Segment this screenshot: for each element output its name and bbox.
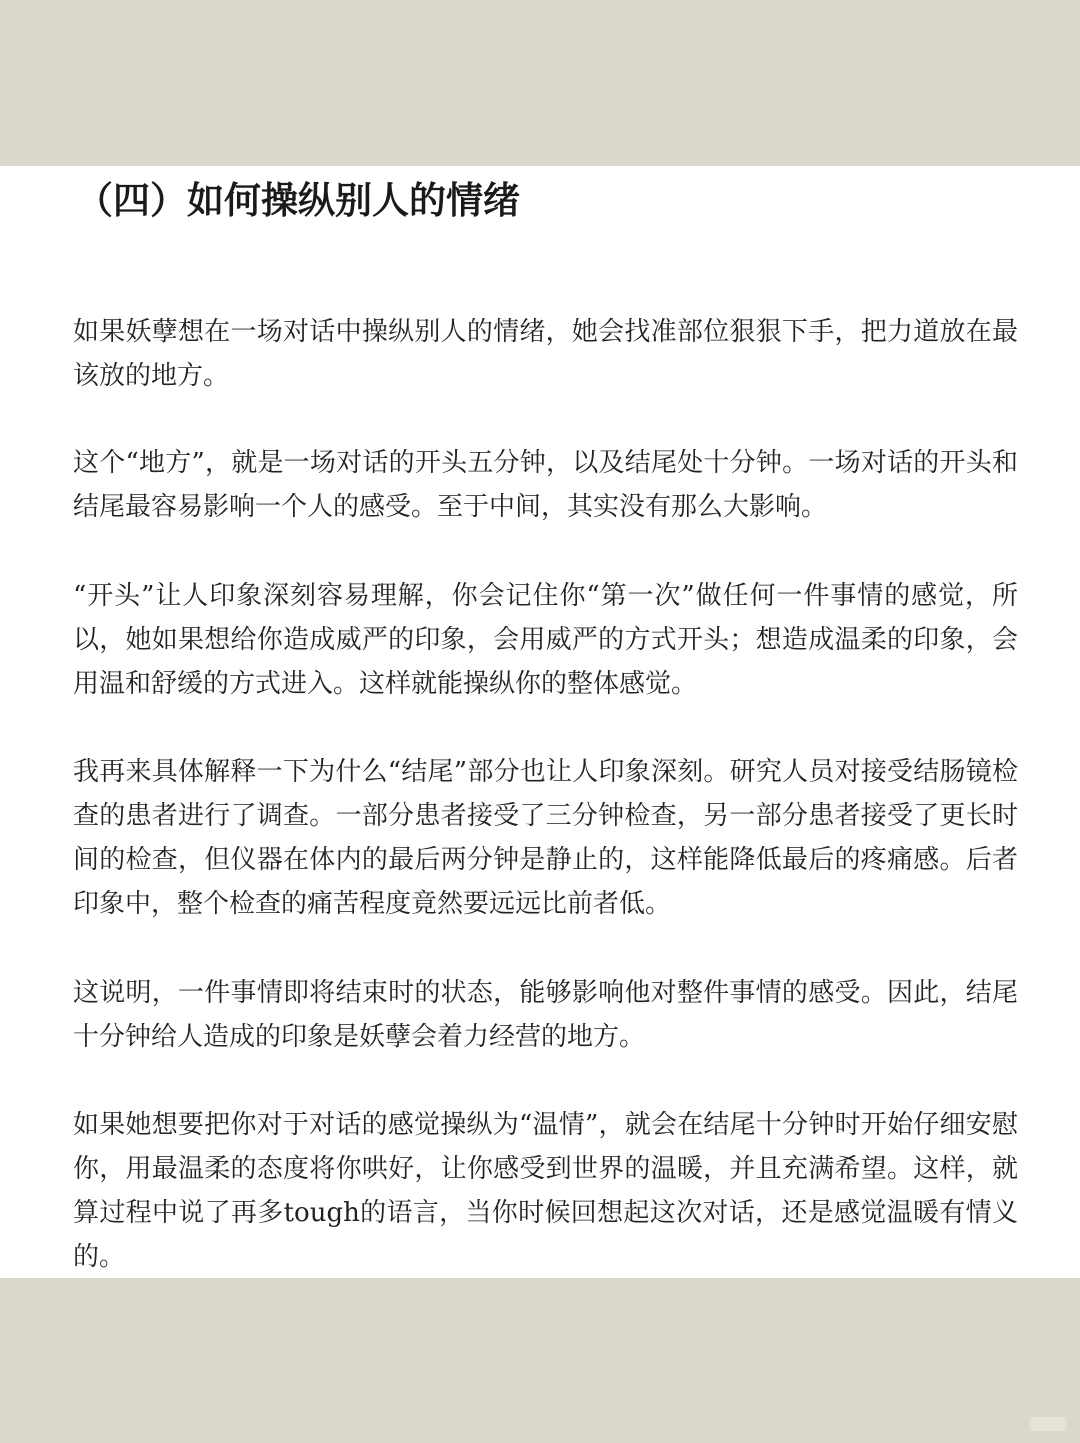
section-title: （四）如何操纵别人的情绪 <box>76 178 520 222</box>
paragraph-6: 如果她想要把你对于对话的感觉操纵为“温情”，就会在结尾十分钟时开始仔细安慰你，用最温柔的态度将你哄好，让你感受到世界的温暖，并且充满希望。这样，就算过程中说了再多tough的语言，当你时候回想起这次对话，还是感觉温暖有情义的。 <box>73 1110 1018 1272</box>
paragraph-2: 这个“地方”，就是一场对话的开头五分钟，以及结尾处十分钟。一场对话的开头和结尾最容易影响一个人的感受。至于中间，其实没有那么大影响。 <box>73 448 1018 522</box>
paragraph-3: “开头”让人印象深刻容易理解，你会记住你“第一次”做任何一件事情的感觉，所以，她如果想给你造成威严的印象，会用威严的方式开头；想造成温柔的印象，会用温和舒缓的方式进入。这样就能操纵你的整体感觉。 <box>73 581 1018 699</box>
paragraph-4: 我再来具体解释一下为什么“结尾”部分也让人印象深刻。研究人员对接受结肠镜检查的患者进行了调查。一部分患者接受了三分钟检查，另一部分患者接受了更长时间的检查，但仪器在体内的最后两分钟是静止的，这样能降低最后的疼痛感。后者印象中，整个检查的痛苦程度竟然要远远比前者低。 <box>73 757 1018 919</box>
corner-mark <box>1030 1417 1066 1431</box>
bottom-margin-band <box>0 1278 1080 1443</box>
top-margin-band <box>0 0 1080 166</box>
document-page <box>0 166 1080 1278</box>
paragraph-5: 这说明，一件事情即将结束时的状态，能够影响他对整件事情的感受。因此，结尾十分钟给人造成的印象是妖孽会着力经营的地方。 <box>73 978 1018 1052</box>
paragraph-1: 如果妖孽想在一场对话中操纵别人的情绪，她会找准部位狠狠下手，把力道放在最该放的地方。 <box>73 317 1018 391</box>
